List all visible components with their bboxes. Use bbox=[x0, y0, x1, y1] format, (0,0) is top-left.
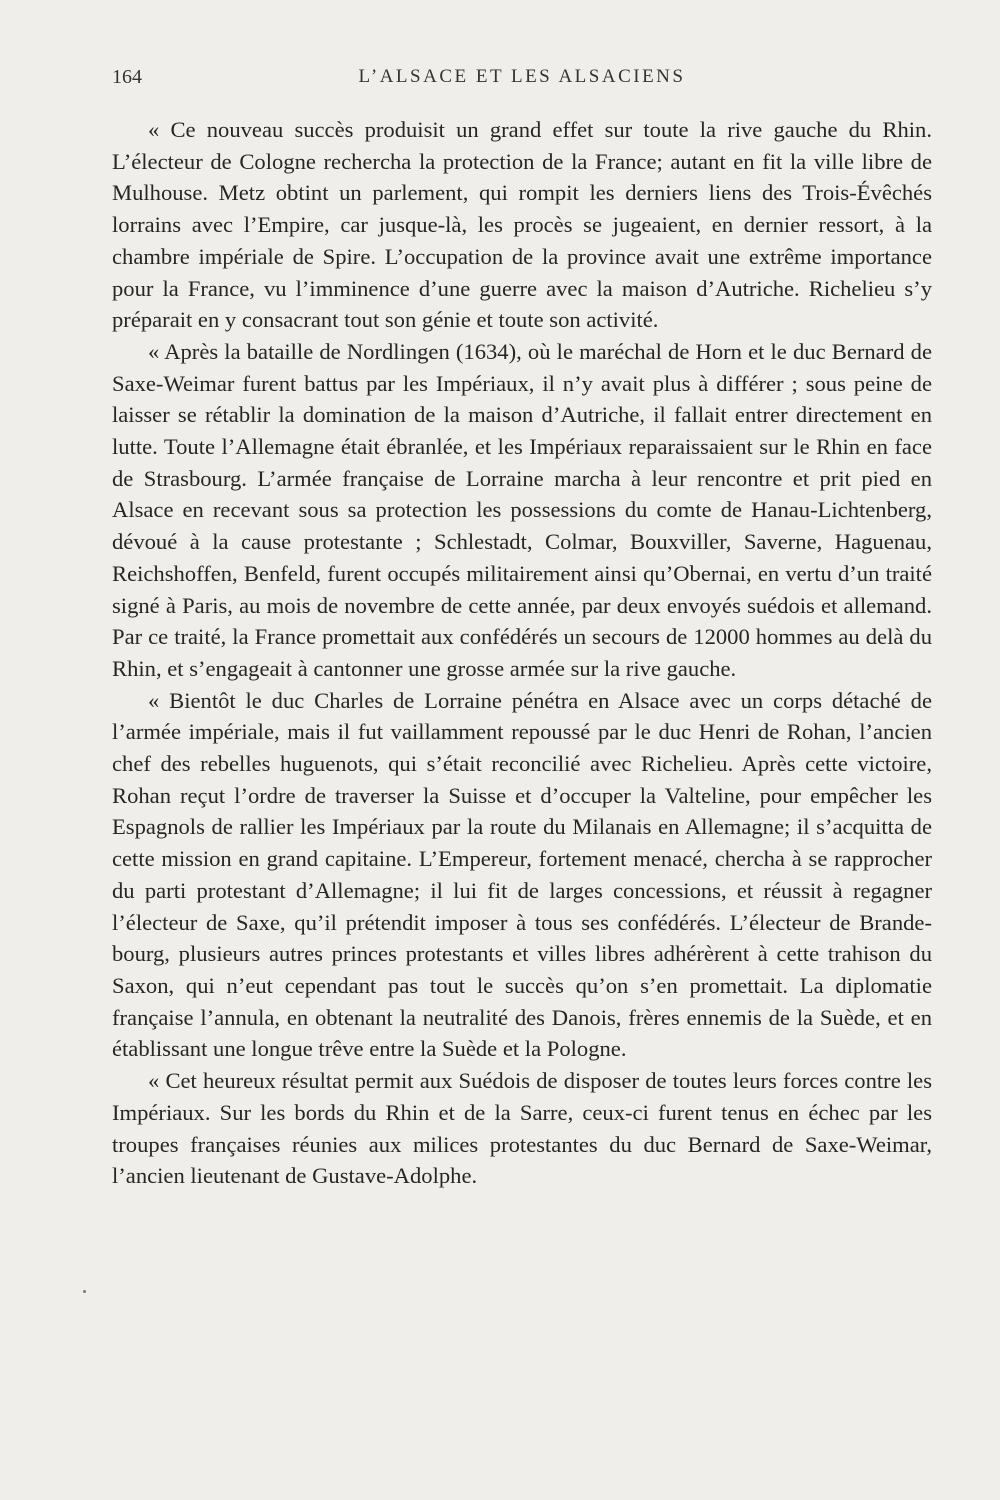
print-speck bbox=[83, 1290, 86, 1293]
paragraph-1: « Ce nouveau succès produisit un grand effet sur toute la rive gauche du Rhin. L’électeur de Cologne rechercha la protection de la France; autant en fit la ville libre de Mulhouse. Metz obtint un parlement, qui rompit les derniers liens des Trois-Évêchés lorrains avec l’Empire, car jusque-là, les procès se jugeaient, en dernier ressort, à la chambre impériale de Spire. L’occupation de la province avait une extrême importance pour la France, vu l’imminence d’une guerre avec la maison d’Autriche. Richelieu s’y préparait en y consacrant tout son génie et toute son activité. bbox=[112, 117, 932, 333]
body-text bbox=[112, 114, 932, 1192]
running-title: L’ALSACE ET LES ALSACIENS bbox=[358, 66, 686, 87]
paragraph-3: « Bientôt le duc Charles de Lorraine pénétra en Alsace avec un corps détaché de l’armée impériale, mais il fut vaillamment repoussé par le duc Henri de Rohan, l’ancien chef des rebelles huguenots, qui s’était reconcilié avec Richelieu. Après cette victoire, Rohan reçut l’ordre de traverser la Suisse et d’occuper la Valteline, pour empêcher les Espagnols de rallier les Impériaux par la route du Milanais en Allemagne; il s’acquitta de cette mission en grand capitaine. L’Empereur, fortement menacé, chercha à se rapprocher du parti protestant d’Allemagne; il lui fit de larges concessions, et réussit à regagner l’électeur de Saxe, qu’il prétendit imposer à tous ses confédérés. L’électeur de Brandebourg, plusieurs autres princes protestants et villes libres adhérèrent à cette trahison du Saxon, qui n’eut cependant pas tout le succès qu’on s’en promettait. La diplomatie française l’annula, en obtenant la neutralité des Danois, frères ennemis de la Suède, et en établissant une longue trêve entre la Suède et la Pologne. bbox=[112, 687, 932, 1062]
paragraph-2: « Après la bataille de Nordlingen (1634), où le maréchal de Horn et le duc Bernard de Saxe-Weimar furent battus par les Impériaux, il n’y avait plus à différer ; sous peine de laisser se rétablir la domination de la maison d’Autriche, il fallait entrer directement en lutte. Toute l’Allemagne était ébranlée, et les Impériaux reparaissaient sur le Rhin en face de Strasbourg. L’armée française de Lorraine marcha à leur rencontre et prit pied en Alsace en recevant sous sa protection les possessions du comte de Hanau-Lichtenberg, dévoué à la cause protestante ; Schlestadt, Colmar, Bouxviller, Saverne, Haguenau, Reichshoffen, Benfeld, furent occupés militairement ainsi qu’Obernai, en vertu d’un traité signé à Paris, au mois de novembre de cette année, par deux envoyés suédois et allemand. Par ce traité, la France promettait aux confédérés un secours de 12000 hommes au delà du Rhin, et s’engageait à cantonner une grosse armée sur la rive gauche. bbox=[112, 338, 932, 681]
paragraph-4: « Cet heureux résultat permit aux Suédois de disposer de toutes leurs forces contre les Impériaux. Sur les bords du Rhin et de la Sarre, ceux-ci furent tenus en échec par les troupes françaises réunies aux milices protestantes du duc Bernard de Saxe-Weimar, l’ancien lieutenant de Gustave-Adolphe. bbox=[112, 1068, 932, 1189]
running-head bbox=[112, 66, 932, 94]
page-number: 164 bbox=[112, 66, 142, 88]
